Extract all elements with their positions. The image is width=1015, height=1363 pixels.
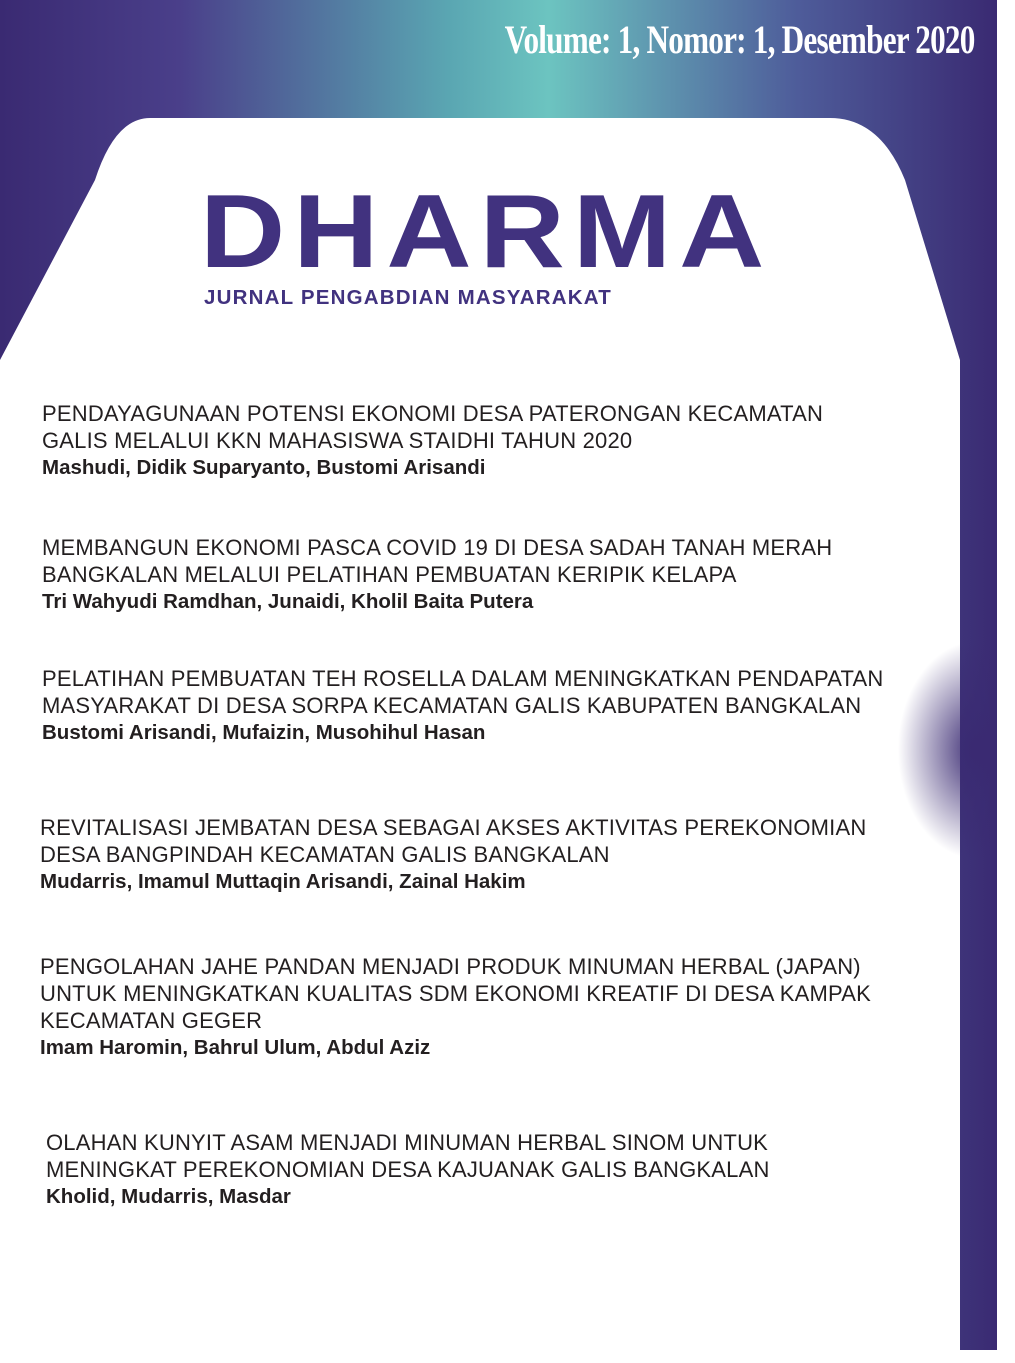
- article-entry: [46, 1129, 966, 1210]
- article-authors: Bustomi Arisandi, Mufaizin, Musohihul Hasan: [42, 721, 486, 744]
- article-title: PENGOLAHAN JAHE PANDAN MENJADI PRODUK MINUMAN HERBAL (JAPAN) UNTUK MENINGKATKAN KUALITAS SDM EKONOMI KREATIF DI DESA KAMPAK KECAMATAN GEGER: [40, 954, 872, 1033]
- article-title: MEMBANGUN EKONOMI PASCA COVID 19 DI DESA SADAH TANAH MERAH BANGKALAN MELALUI PELATIHAN PEMBUATAN KERIPIK KELAPA: [42, 535, 833, 587]
- article-title: PELATIHAN PEMBUATAN TEH ROSELLA DALAM MENINGKATKAN PENDAPATAN MASYARAKAT DI DESA SORPA KECAMATAN GALIS KABUPATEN BANGKALAN: [42, 666, 884, 718]
- article-entry: [42, 534, 962, 615]
- article-authors: Tri Wahyudi Ramdhan, Junaidi, Kholil Baita Putera: [42, 590, 534, 613]
- article-entry: [40, 953, 960, 1061]
- journal-subtitle: JURNAL PENGABDIAN MASYARAKAT: [204, 286, 612, 309]
- article-title: OLAHAN KUNYIT ASAM MENJADI MINUMAN HERBAL SINOM UNTUK MENINGKAT PEREKONOMIAN DESA KAJUANAK GALIS BANGKALAN: [46, 1130, 770, 1182]
- article-authors: Mudarris, Imamul Muttaqin Arisandi, Zainal Hakim: [40, 870, 526, 893]
- article-title: REVITALISASI JEMBATAN DESA SEBAGAI AKSES AKTIVITAS PEREKONOMIAN DESA BANGPINDAH KECAMATAN GALIS BANGKALAN: [40, 815, 867, 867]
- article-entry: [40, 814, 960, 895]
- volume-issue-label: Volume: 1, Nomor: 1, Desember 2020: [505, 17, 975, 62]
- article-authors: Kholid, Mudarris, Masdar: [46, 1185, 291, 1208]
- article-entry: [42, 400, 962, 481]
- journal-logo-title: DHARMA: [200, 173, 773, 290]
- article-title: PENDAYAGUNAAN POTENSI EKONOMI DESA PATERONGAN KECAMATAN GALIS MELALUI KKN MAHASISWA STAIDHI TAHUN 2020: [42, 401, 824, 453]
- article-authors: Mashudi, Didik Suparyanto, Bustomi Arisandi: [42, 456, 486, 479]
- article-entry: [42, 665, 962, 746]
- article-authors: Imam Haromin, Bahrul Ulum, Abdul Aziz: [40, 1036, 431, 1059]
